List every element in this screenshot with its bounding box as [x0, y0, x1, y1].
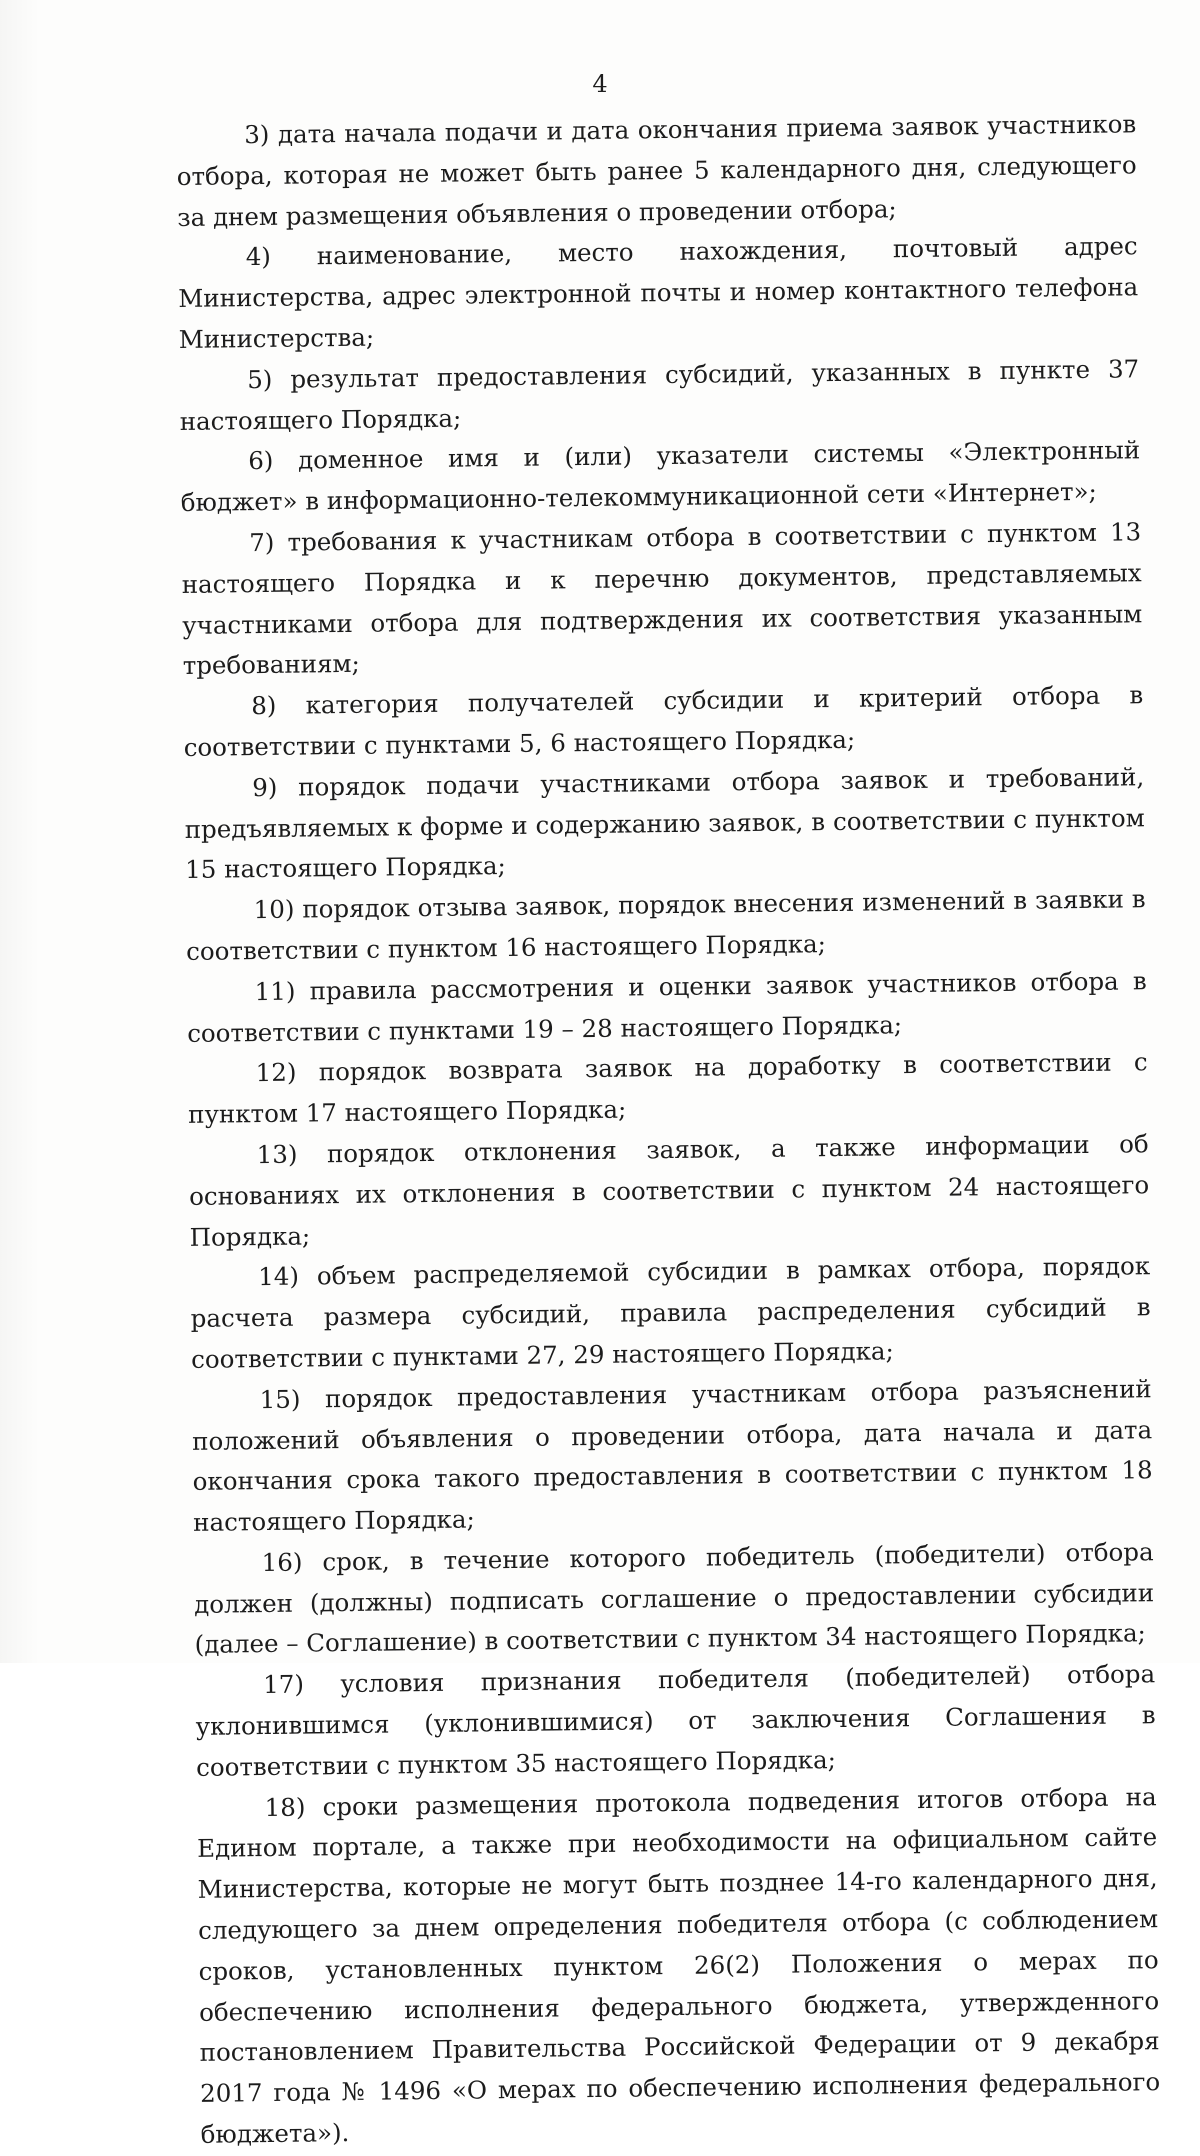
- page-number: 4: [592, 70, 608, 98]
- list-item: 15) порядок предоставления участникам отбора разъяснений положений объявления о проведении отбора, дата начала и дата окончания срока такого предоставления в соответствии с пунктом 18 настоящего Порядка;: [192, 1373, 1153, 1537]
- scan-edge-shading: [0, 0, 40, 1663]
- list-item: 8) категория получателей субсидии и критерий отбора в соответствии с пунктами 5, 6 настоящего Порядка;: [183, 680, 1144, 762]
- list-item: 5) результат предоставления субсидий, указанных в пункте 37 настоящего Порядка;: [179, 354, 1140, 436]
- document-body: [176, 104, 1161, 2155]
- list-item: 18) сроки размещения протокола подведения итогов отбора на Едином портале, а также при необходимости на официальном сайте Министерства, которые не могут быть позднее 14-го календарного дня, следующего за днем определения победителя отбора (с соблюдением сроков, установленных пунктом 26(2) Положения о мерах по обеспечению исполнения федерального бюджета, утвержденного постановлением Правительства Российской Федерации от 9 декабря 2017 года № 1496 «О мерах по обеспечению исполнения федерального бюджета»).: [196, 1781, 1161, 2149]
- list-item: 11) правила рассмотрения и оценки заявок участников отбора в соответствии с пунктами 19 – 28 настоящего Порядка;: [187, 965, 1147, 1048]
- list-item: 3) дата начала подачи и дата окончания приема заявок участников отбора, которая не может быть ранее 5 календарного дня, следующего за днем размещения объявления о проведении отбора;: [176, 109, 1137, 232]
- list-item: 6) доменное имя и (или) указатели системы «Электронный бюджет» в информационно-телекоммуникационной сети «Интернет»;: [180, 435, 1141, 518]
- list-item: 17) условия признания победителя (победителей) отбора уклонившимся (уклонившимися) от заключения Соглашения в соответствии с пунктом 35 настоящего Порядка;: [195, 1659, 1156, 1782]
- list-item: 4) наименование, место нахождения, почтовый адрес Министерства, адрес электронной почты и номер контактного телефона Министерства;: [178, 231, 1139, 354]
- list-item: 10) порядок отзыва заявок, порядок внесения изменений в заявки в соответствии с пунктом 16 настоящего Порядка;: [186, 884, 1146, 966]
- list-item: 7) требования к участникам отбора в соответствии с пунктом 13 настоящего Порядка и к перечню документов, представляемых участниками отбора для подтверждения их соответствия указанным требованиям;: [181, 517, 1143, 681]
- list-item: 16) срок, в течение которого победитель (победители) отбора должен (должны) подписать соглашение о предоставлении субсидии (далее – Соглашение) в соответствии с пунктом 34 настоящего Порядка;: [194, 1537, 1155, 1660]
- list-item: 12) порядок возврата заявок на доработку в соответствии с пунктом 17 настоящего Порядка;: [188, 1047, 1148, 1130]
- list-item: 13) порядок отклонения заявок, а также информации об основаниях их отклонения в соответствии с пунктом 24 настоящего Порядка;: [189, 1129, 1150, 1252]
- list-item: 14) объем распределяемой субсидии в рамках отбора, порядок расчета размера субсидий, правила распределения субсидий в соответствии с пунктами 27, 29 настоящего Порядка;: [190, 1251, 1151, 1374]
- list-item: 9) порядок подачи участниками отбора заявок и требований, предъявляемых к форме и содержанию заявок, в соответствии с пунктом 15 настоящего Порядка;: [184, 761, 1145, 885]
